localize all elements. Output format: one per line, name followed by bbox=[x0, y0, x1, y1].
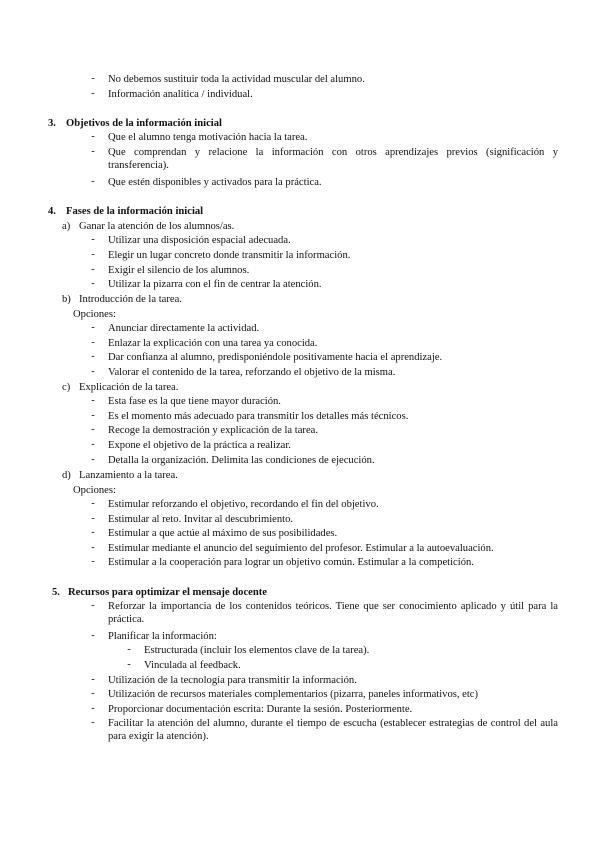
list-item: Facilitar la atención del alumno, durante el tiempo de escucha (establecer estrategias de control del aula para exigir la atención). bbox=[108, 718, 558, 742]
bullet-dash: - bbox=[91, 424, 95, 435]
bullet-dash: - bbox=[91, 439, 95, 450]
bullet-dash: - bbox=[91, 600, 95, 611]
bullet-dash: - bbox=[91, 146, 95, 157]
subsection-c-letter: c) bbox=[62, 382, 71, 393]
bullet-dash: - bbox=[91, 73, 95, 84]
list-item: Estimular reforzando el objetivo, recordando el fin del objetivo. bbox=[108, 499, 379, 510]
sub-list-item: Vinculada al feedback. bbox=[144, 660, 241, 671]
section-4-number: 4. bbox=[48, 206, 56, 217]
bullet-dash: - bbox=[91, 630, 95, 641]
list-item: No debemos sustituir toda la actividad muscular del alumno. bbox=[108, 74, 365, 85]
subsection-b-letter: b) bbox=[62, 294, 71, 305]
bullet-dash: - bbox=[91, 703, 95, 714]
bullet-dash: - bbox=[91, 88, 95, 99]
subsection-b-title: Introducción de la tarea. bbox=[79, 294, 182, 305]
section-5-number: 5. bbox=[52, 587, 60, 598]
list-item: Estimular a que actúe al máximo de sus posibilidades. bbox=[108, 528, 338, 539]
section-4-heading: Fases de la información inicial bbox=[66, 206, 204, 217]
section-3-heading: Objetivos de la información inicial bbox=[66, 118, 222, 129]
bullet-dash: - bbox=[91, 234, 95, 245]
subsection-d-title: Lanzamiento a la tarea. bbox=[79, 470, 178, 481]
list-item: Estimular mediante el anuncio del seguimiento del profesor. Estimular a la autoevaluación. bbox=[108, 543, 494, 554]
bullet-dash: - bbox=[91, 351, 95, 362]
bullet-dash: - bbox=[91, 337, 95, 348]
sub-bullet-dash: - bbox=[127, 659, 131, 670]
list-item: Anunciar directamente la actividad. bbox=[108, 323, 260, 334]
section-5-heading: Recursos para optimizar el mensaje docente bbox=[68, 587, 267, 598]
list-item: Proporcionar documentación escrita: Durante la sesión. Posteriormente. bbox=[108, 704, 413, 715]
list-item: Reforzar la importancia de los contenidos teóricos. Tiene que ser conocimiento aplicado y útil para la práctica. bbox=[108, 601, 558, 625]
list-item: Exigir el silencio de los alumnos. bbox=[108, 265, 250, 276]
bullet-dash: - bbox=[91, 454, 95, 465]
list-item: Estimular a la cooperación para lograr un objetivo común. Estimular a la competición. bbox=[108, 557, 474, 568]
bullet-dash: - bbox=[91, 542, 95, 553]
bullet-dash: - bbox=[91, 176, 95, 187]
list-item: Información analítica / individual. bbox=[108, 89, 253, 100]
list-item: Utilizar una disposición espacial adecuada. bbox=[108, 235, 291, 246]
bullet-dash: - bbox=[91, 717, 95, 728]
bullet-dash: - bbox=[91, 498, 95, 509]
bullet-dash: - bbox=[91, 278, 95, 289]
options-label: Opciones: bbox=[73, 309, 116, 320]
list-item: Dar confianza al alumno, predisponiéndole positivamente hacia el aprendizaje. bbox=[108, 352, 443, 363]
subsection-c-title: Explicación de la tarea. bbox=[79, 382, 179, 393]
list-item: Que el alumno tenga motivación hacia la tarea. bbox=[108, 132, 308, 143]
list-item: Detalla la organización. Delimita las condiciones de ejecución. bbox=[108, 455, 375, 466]
subsection-a-title: Ganar la atención de los alumnos/as. bbox=[79, 221, 235, 232]
section-3-number: 3. bbox=[48, 118, 56, 129]
sub-list-item: Estructurada (incluir los elementos clave de la tarea). bbox=[144, 645, 370, 656]
list-item: Utilizar la pizarra con el fin de centrar la atención. bbox=[108, 279, 322, 290]
bullet-dash: - bbox=[91, 366, 95, 377]
list-item: Utilización de la tecnología para transmitir la información. bbox=[108, 675, 357, 686]
list-item: Planificar la información: bbox=[108, 631, 217, 642]
bullet-dash: - bbox=[91, 556, 95, 567]
list-item: Recoge la demostración y explicación de la tarea. bbox=[108, 425, 319, 436]
list-item: Esta fase es la que tiene mayor duración. bbox=[108, 396, 281, 407]
list-item: Utilización de recursos materiales complementarios (pizarra, paneles informativos, etc) bbox=[108, 689, 479, 700]
list-item: Estimular al reto. Invitar al descubrimiento. bbox=[108, 514, 294, 525]
list-item: Elegir un lugar concreto donde transmitir la información. bbox=[108, 250, 351, 261]
bullet-dash: - bbox=[91, 410, 95, 421]
bullet-dash: - bbox=[91, 249, 95, 260]
list-item: Que estén disponibles y activados para la práctica. bbox=[108, 177, 322, 188]
bullet-dash: - bbox=[91, 322, 95, 333]
options-label: Opciones: bbox=[73, 485, 116, 496]
bullet-dash: - bbox=[91, 674, 95, 685]
subsection-d-letter: d) bbox=[62, 470, 71, 481]
list-item: Que comprendan y relacione la información con otros aprendizajes previos (significación y transferencia). bbox=[108, 147, 558, 171]
list-item: Valorar el contenido de la tarea, reforzando el objetivo de la misma. bbox=[108, 367, 396, 378]
bullet-dash: - bbox=[91, 513, 95, 524]
bullet-dash: - bbox=[91, 395, 95, 406]
list-item: Enlazar la explicación con una tarea ya conocida. bbox=[108, 338, 318, 349]
bullet-dash: - bbox=[91, 131, 95, 142]
subsection-a-letter: a) bbox=[62, 221, 71, 232]
sub-bullet-dash: - bbox=[127, 644, 131, 655]
list-item: Expone el objetivo de la práctica a realizar. bbox=[108, 440, 291, 451]
list-item: Es el momento más adecuado para transmitir los detalles más técnicos. bbox=[108, 411, 409, 422]
bullet-dash: - bbox=[91, 527, 95, 538]
bullet-dash: - bbox=[91, 688, 95, 699]
bullet-dash: - bbox=[91, 264, 95, 275]
